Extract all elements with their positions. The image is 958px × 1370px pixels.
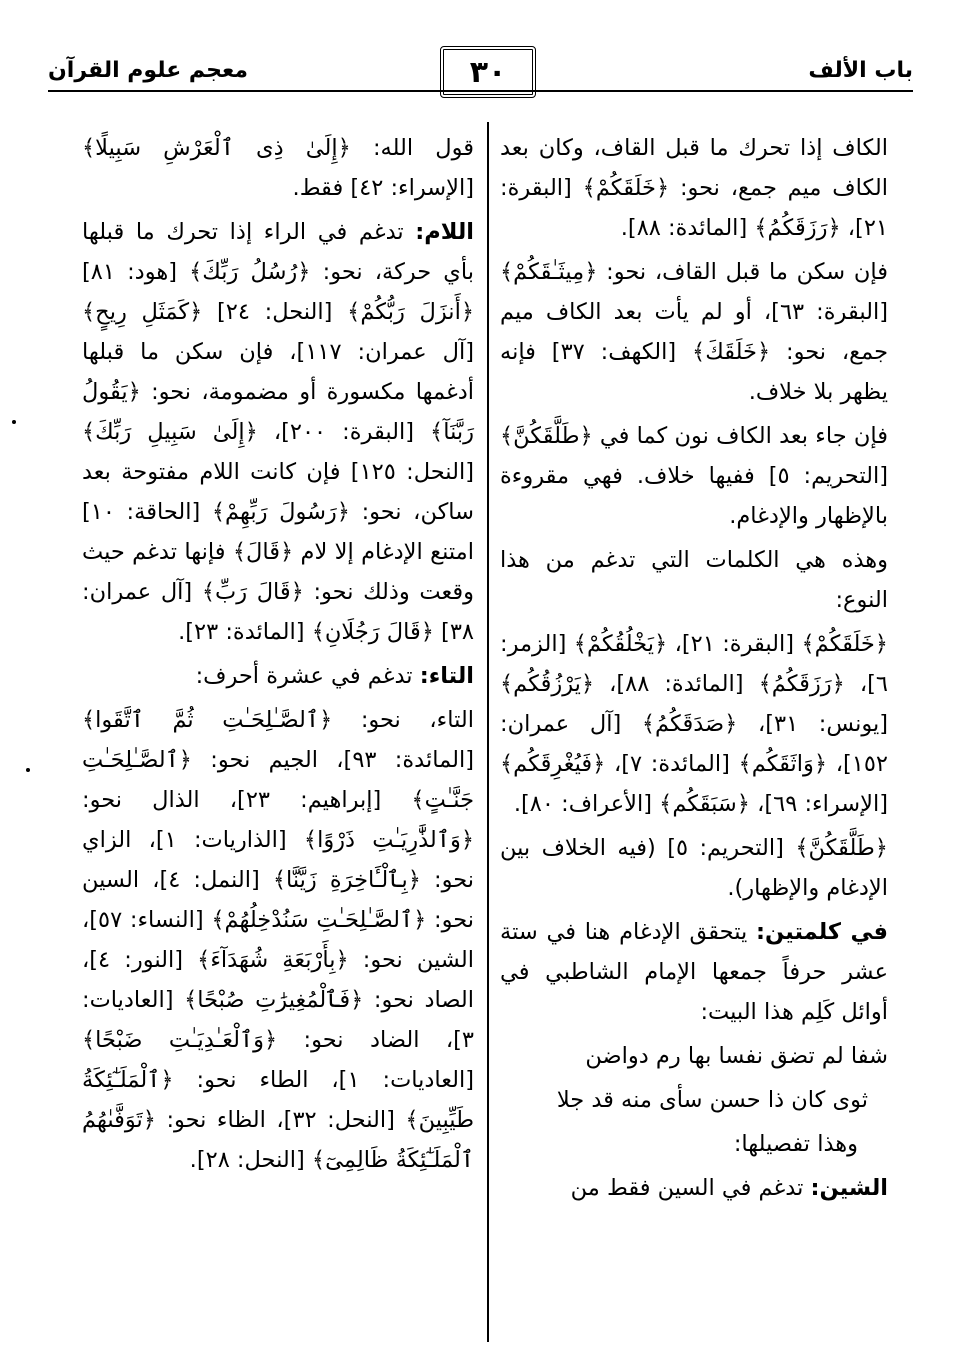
paragraph-text: وهذه هي الكلمات التي تدغم من هذا النوع: bbox=[500, 547, 888, 613]
page-number: ٣٠ bbox=[440, 46, 536, 98]
paragraph bbox=[500, 1124, 888, 1164]
paragraph bbox=[500, 540, 888, 620]
header-divider bbox=[48, 90, 913, 92]
paragraph-text: الكاف إذا تحرك ما قبل القاف، وكان بعد الكاف ميم جمع، نحو: ﴿خَلَقَكُمْ﴾ [البقرة: ٢١]، ﴿رَزَقَكُمُ﴾ [المائدة: ٨٨]. bbox=[500, 135, 888, 241]
paragraph-text: تدغم في عشرة أحرف: bbox=[195, 663, 420, 689]
verse-text: شفا لم تضق نفسا بها رم دواضن bbox=[585, 1043, 888, 1069]
section-label: التاء: bbox=[419, 663, 474, 689]
paragraph bbox=[82, 128, 474, 208]
verse-line bbox=[500, 1080, 888, 1120]
paragraph bbox=[500, 252, 888, 412]
scan-speck bbox=[12, 420, 16, 424]
chapter-title: باب الألف bbox=[808, 58, 913, 83]
paragraph bbox=[82, 212, 474, 652]
scan-speck bbox=[26, 768, 30, 772]
paragraph-text: ﴿طَلَّقَكُنَّ﴾ [التحريم: ٥] (فيه الخلاف بين الإدغام والإظهار). bbox=[500, 835, 888, 901]
paragraph bbox=[500, 1168, 888, 1208]
book-title: معجم علوم القرآن bbox=[48, 58, 249, 83]
paragraph bbox=[500, 828, 888, 908]
paragraph-text: تدغم في الراء إذا تحرك ما قبلها بأي حركة، نحو: ﴿رُسُلُ رَبِّكَ﴾ [هود: ٨١] ﴿أَنزَلَ رَبُّكُمْ﴾ [النحل: ٢٤] ﴿كَمَثَلِ رِيحٍ﴾ [آل عمران: ١١٧]، فإن سكن ما قبلها أدغمها مكسورة أو مضمومة، نحو: ﴿يَقُولُ رَبَّنَآ﴾ [البقرة: ٢٠٠]، ﴿إِلَىٰ سَبِيلِ رَبِّكَ﴾ [النحل: ١٢٥] فإن كانت اللام مفتوحة بعد ساكن، نحو: ﴿رَسُولَ رَبِّهِمْ﴾ [الحاقة: ١٠] امتنع الإدغام إلا لام ﴿قَالَ﴾ فإنها تدغم حيث وقعت وذلك نحو: ﴿قَالَ رَبِّ﴾ [آل عمران: ٣٨] ﴿قَالَ رَجُلَانِ﴾ [المائدة: ٢٣]. bbox=[82, 219, 474, 645]
left-column bbox=[82, 128, 474, 1184]
paragraph-text: ﴿خَلَقَكُمْ﴾ [البقرة: ٢١]، ﴿يَخْلُقُكُمْ﴾ [الزمر: ٦]، ﴿رَزَقَكُمُ﴾ [المائدة: ٨٨]، ﴿يَرْزُقُكُم﴾ [يونس: ٣١]، ﴿صَدَقَكُمُ﴾ [آل عمران: ١٥٢]، ﴿وَاثَقَكُم﴾ [المائدة: ٧]، ﴿فَيُغْرِقَكُم﴾ [الإسراء: ٦٩]، ﴿سَبَقَكُم﴾ [الأعراف: ٨٠]. bbox=[500, 631, 889, 817]
paragraph-text: فإن جاء بعد الكاف نون كما في ﴿طَلَّقَكُنَّ﴾ [التحريم: ٥] ففيها خلاف. فهي مقروءة بالإظهار والإدغام. bbox=[500, 423, 888, 529]
paragraph-text: تدغم في السين فقط من bbox=[570, 1175, 811, 1201]
paragraph bbox=[500, 624, 888, 824]
section-label: اللام: bbox=[415, 219, 474, 245]
verse-text: ثوى كان ذا حسن سأى منه قد جلا bbox=[556, 1087, 868, 1113]
paragraph-text: قول الله: ﴿إِلَىٰ ذِى ٱلْعَرْشِ سَبِيلًا﴾ [الإسراء: ٤٢] فقط. bbox=[82, 135, 474, 201]
column-divider bbox=[487, 122, 489, 1342]
section-label: الشين: bbox=[810, 1175, 888, 1201]
verse-line bbox=[500, 1036, 888, 1076]
paragraph-text: التاء، نحو: ﴿ٱلصَّـٰلِحَـٰتِ ثُمَّ ٱتَّقَوا﴾ [المائدة: ٩٣]، الجيم نحو: ﴿ٱلصَّـٰلِحَـٰتِ جَنَّـٰتٍ﴾ [إبراهيم: ٢٣]، الذال نحو: ﴿وَٱلذَّٰرِيَـٰتِ ذَرْوًا﴾ [الذاريات: ١]، الزاي نحو: ﴿بِٱلْـَٔاخِرَةِ زَيَّنَّا﴾ [النمل: ٤]، السين نحو: ﴿ٱلصَّـٰلِحَـٰتِ سَنُدْخِلُهُمْ﴾ [النساء: ٥٧]، الشين نحو: ﴿بِأَرْبَعَةِ شُهَدَآءَ﴾ [النور: ٤]، الصاد نحو: ﴿فَٱلْمُغِيرَٰتِ صُبْحًا﴾ [العاديات: ٣]، الضاد نحو: ﴿وَٱلْعَـٰدِيَـٰتِ ضَبْحًا﴾ [العاديات: ١]، الطاء نحو: ﴿ٱلْمَلَـٰٓئِكَةُ طَيِّبِينَ﴾ [النحل: ٣٢]، الظاء نحو: ﴿تَوَفَّىٰهُمُ ٱلْمَلَـٰٓئِكَةُ ظَالِمِىٓ﴾ [النحل: ٢٨]. bbox=[82, 707, 475, 1173]
paragraph bbox=[500, 912, 888, 1032]
paragraph bbox=[500, 128, 888, 248]
paragraph bbox=[82, 700, 474, 1180]
paragraph bbox=[500, 416, 888, 536]
paragraph bbox=[82, 656, 474, 696]
paragraph-text: يتحقق الإدغام هنا في ستة عشر حرفاً جمعها الإمام الشاطبي في أوائل كَلِم هذا البيت: bbox=[500, 919, 888, 1025]
paragraph-text: وهذا تفصيلها: bbox=[733, 1131, 858, 1157]
section-label: في كلمتين: bbox=[756, 919, 888, 945]
right-column bbox=[500, 128, 888, 1212]
paragraph-text: فإن سكن ما قبل القاف، نحو: ﴿مِيثَـٰقَكُمْ﴾ [البقرة: ٦٣]، أو لم يأت بعد الكاف ميم جمع، نحو: ﴿خَلَقَكَ﴾ [الكهف: ٣٧] فإنه يظهر بلا خلاف. bbox=[500, 259, 889, 405]
